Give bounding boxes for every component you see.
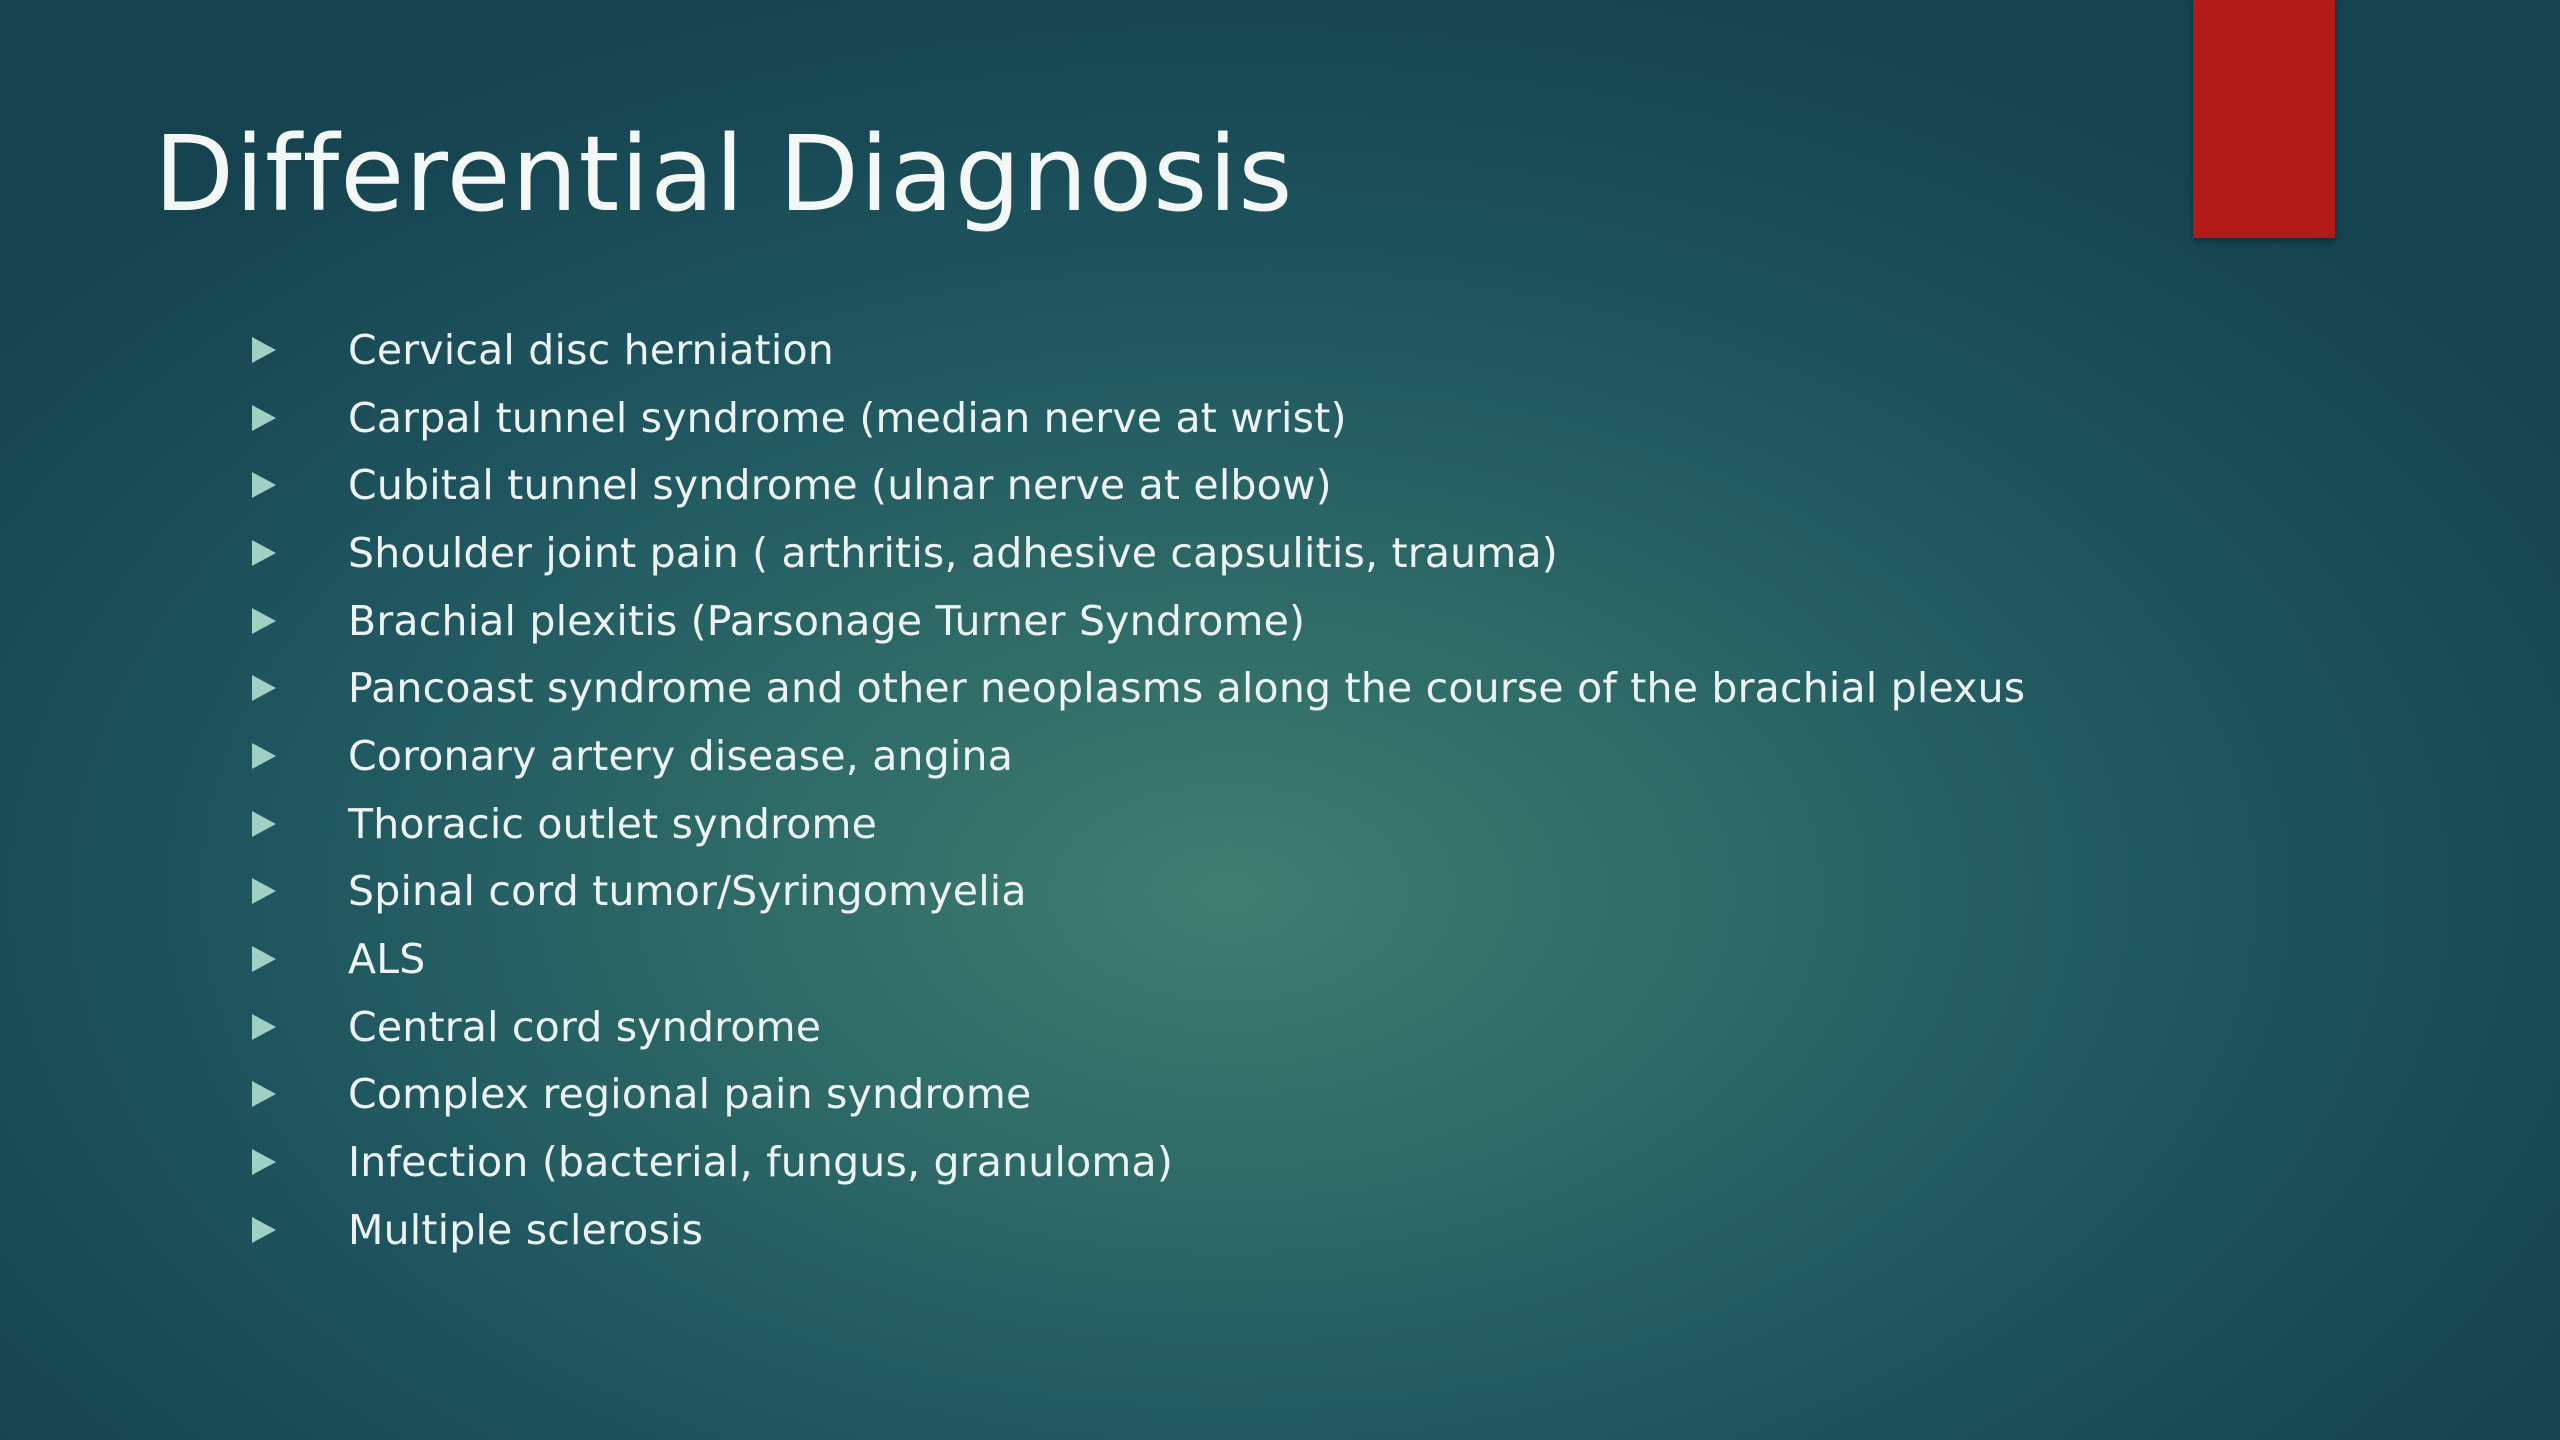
bullet-list: [250, 316, 2025, 1264]
triangle-right-icon: [252, 608, 276, 634]
triangle-right-icon: [252, 337, 276, 363]
list-item: [250, 790, 2025, 858]
triangle-right-icon: [252, 1081, 276, 1107]
list-item: [250, 316, 2025, 384]
list-item: [250, 722, 2025, 790]
bullet-text: Brachial plexitis (Parsonage Turner Syndrome): [348, 596, 1306, 645]
list-item: [250, 519, 2025, 587]
triangle-right-icon: [252, 1149, 276, 1175]
triangle-right-icon: [252, 811, 276, 837]
list-item: [250, 1061, 2025, 1129]
triangle-right-icon: [252, 1014, 276, 1040]
list-item: [250, 1128, 2025, 1196]
bullet-text: Carpal tunnel syndrome (median nerve at wrist): [348, 393, 1347, 442]
bullet-text: Central cord syndrome: [348, 1002, 822, 1051]
bullet-text: Multiple sclerosis: [348, 1205, 704, 1254]
list-item: [250, 587, 2025, 655]
bullet-text: ALS: [348, 935, 426, 984]
triangle-right-icon: [252, 675, 276, 701]
triangle-right-icon: [252, 878, 276, 904]
list-item: [250, 1196, 2025, 1264]
triangle-right-icon: [252, 743, 276, 769]
bullet-text: Spinal cord tumor/Syringomyelia: [348, 867, 1027, 916]
red-accent-bar: [2193, 0, 2335, 238]
list-item: [250, 993, 2025, 1061]
bullet-text: Complex regional pain syndrome: [348, 1070, 1032, 1119]
bullet-text: Coronary artery disease, angina: [348, 731, 1014, 780]
bullet-text: Cervical disc herniation: [348, 325, 834, 374]
slide-title: Differential Diagnosis: [154, 113, 1294, 235]
list-item: [250, 858, 2025, 926]
bullet-text: Thoracic outlet syndrome: [348, 799, 878, 848]
bullet-text: Cubital tunnel syndrome (ulnar nerve at elbow): [348, 461, 1332, 510]
bullet-text: Infection (bacterial, fungus, granuloma): [348, 1138, 1174, 1187]
triangle-right-icon: [252, 946, 276, 972]
bullet-text: Pancoast syndrome and other neoplasms along the course of the brachial plexus: [348, 664, 2026, 713]
list-item: [250, 925, 2025, 993]
triangle-right-icon: [252, 472, 276, 498]
triangle-right-icon: [252, 540, 276, 566]
triangle-right-icon: [252, 405, 276, 431]
list-item: [250, 384, 2025, 452]
triangle-right-icon: [252, 1217, 276, 1243]
list-item: [250, 451, 2025, 519]
list-item: [250, 654, 2025, 722]
bullet-text: Shoulder joint pain ( arthritis, adhesive capsulitis, trauma): [348, 528, 1558, 577]
